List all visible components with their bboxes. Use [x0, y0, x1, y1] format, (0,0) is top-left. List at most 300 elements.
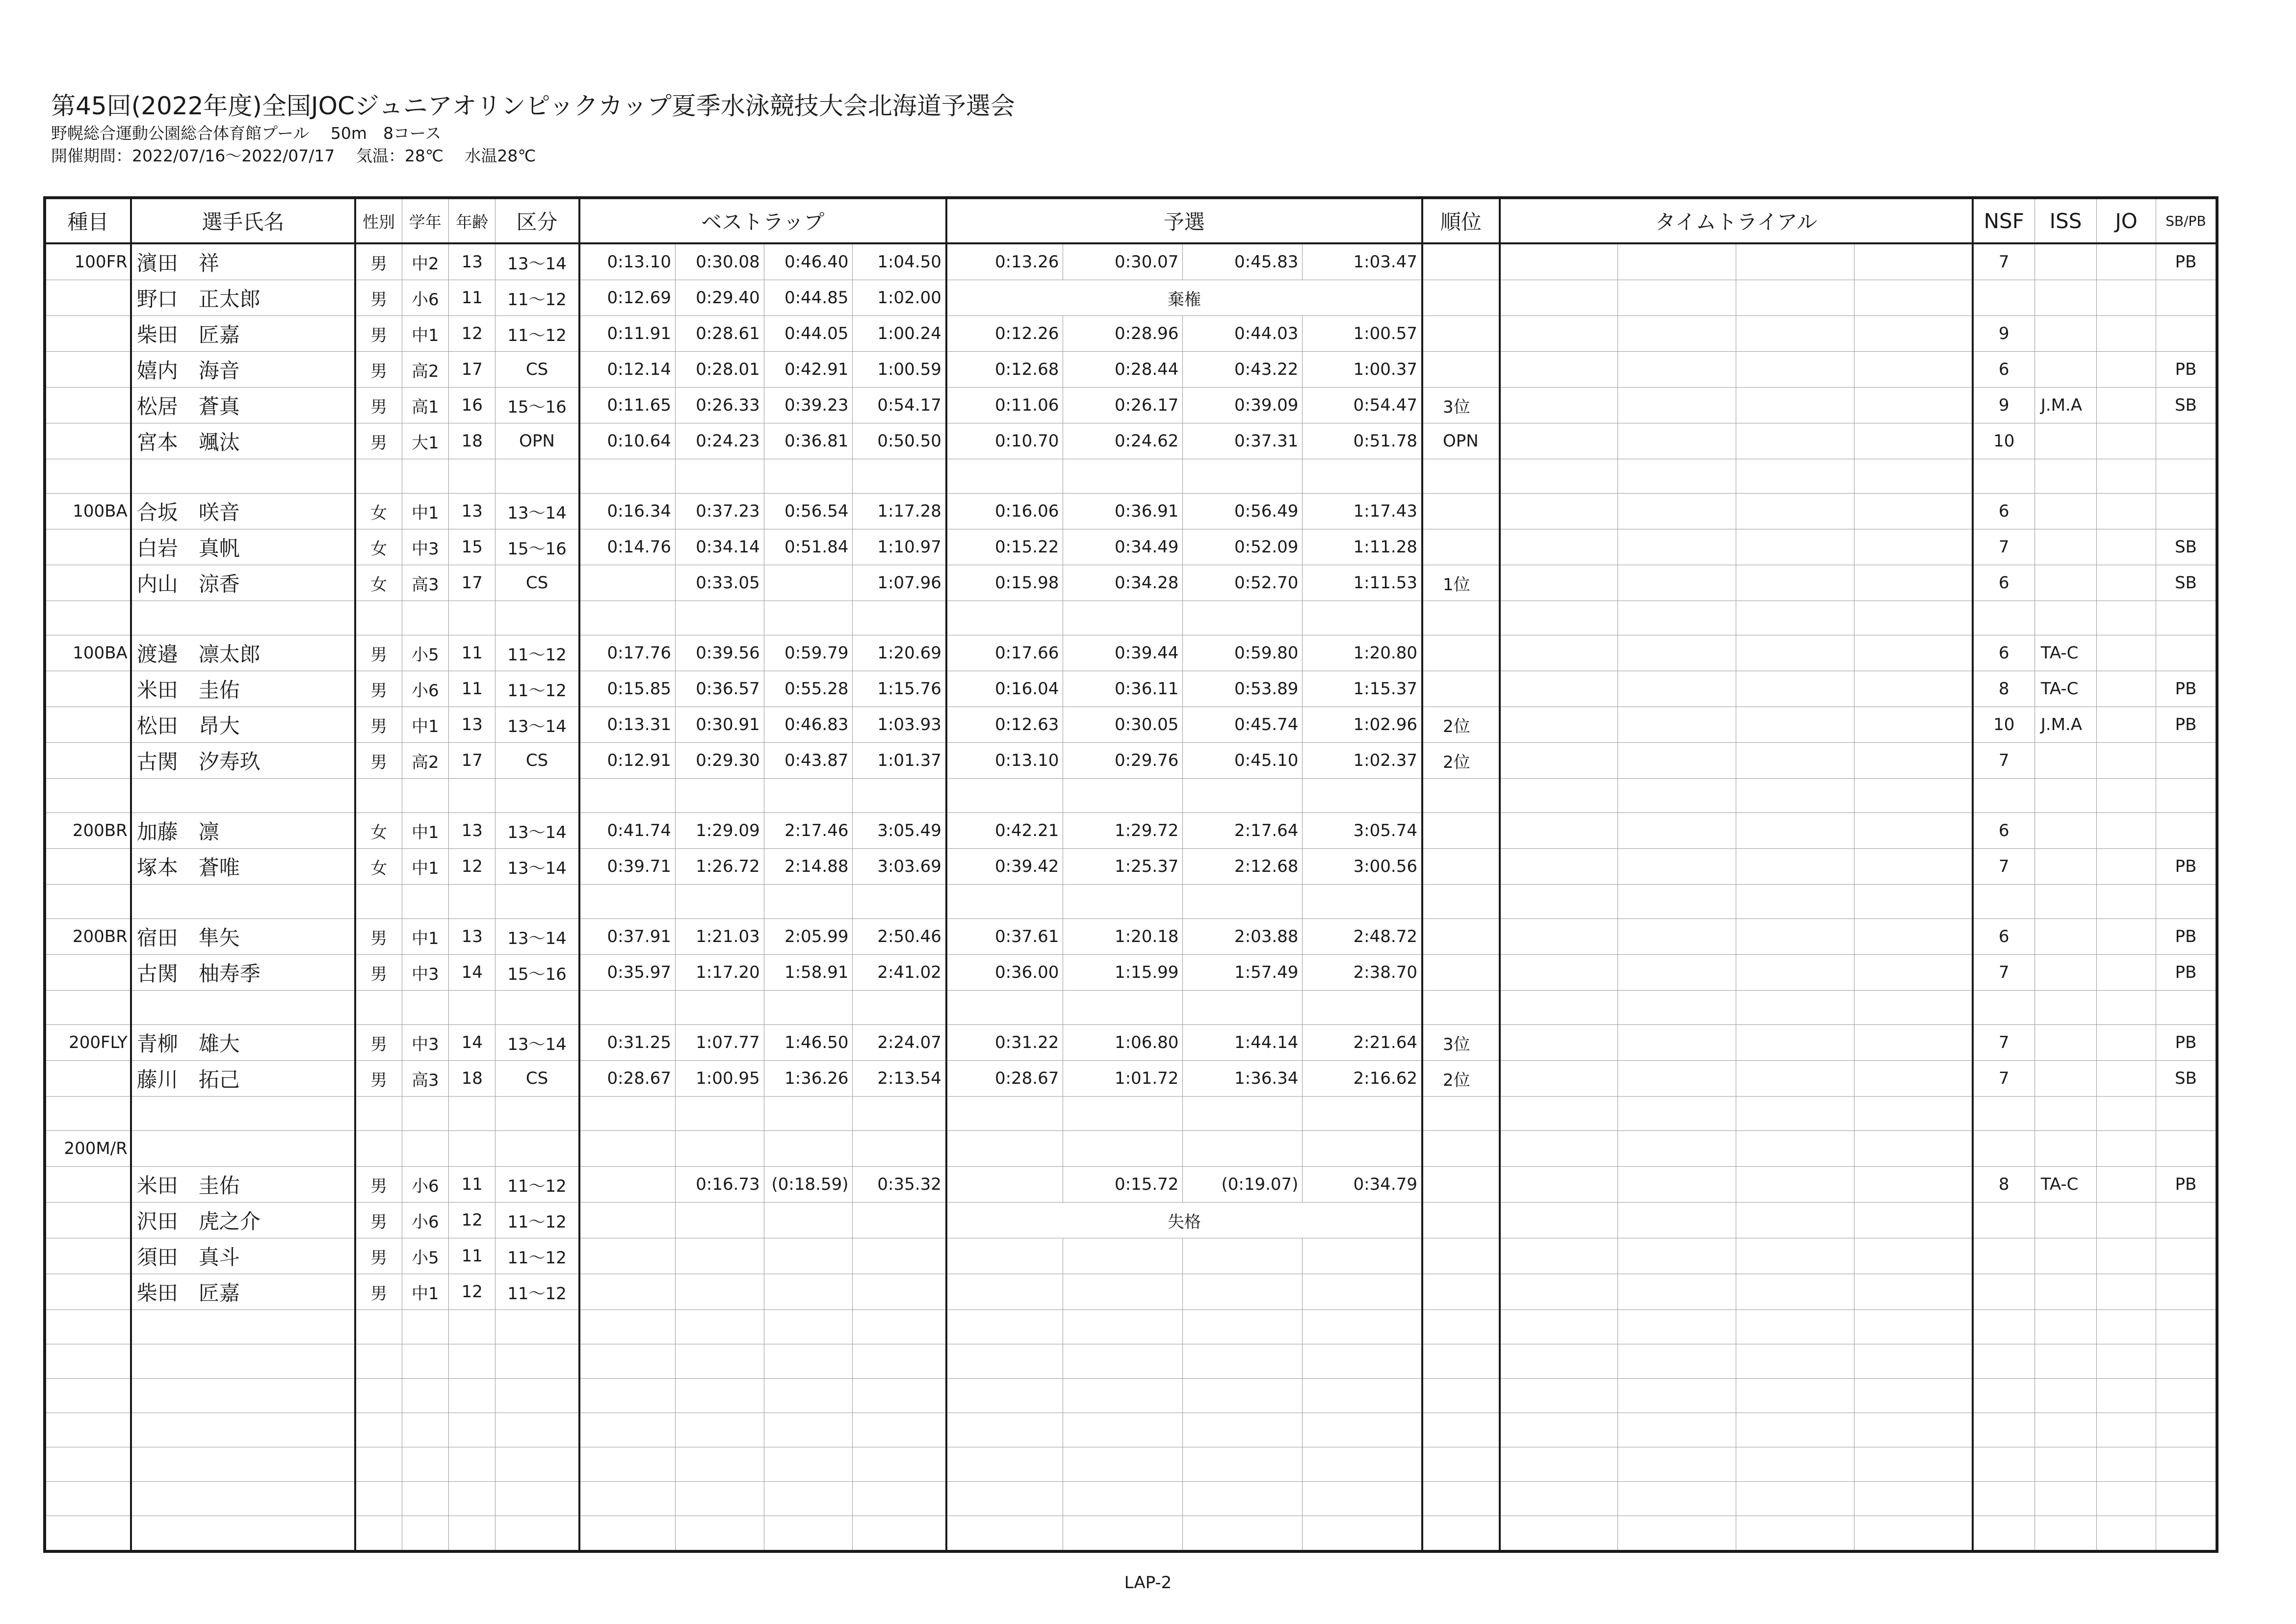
sex-cell	[355, 459, 402, 494]
jo-cell	[2097, 1379, 2156, 1413]
sb-pb-cell	[2156, 885, 2217, 919]
jo-cell	[2097, 1097, 2156, 1131]
swimmer-row	[45, 243, 2217, 280]
grade-cell	[402, 1097, 448, 1131]
prelim-split-cell: 0:16.04	[946, 671, 1063, 707]
grade-cell	[402, 601, 448, 635]
time-trial-cell	[1618, 1310, 1736, 1344]
place-cell	[1422, 529, 1500, 565]
event-label-row	[45, 1131, 2217, 1167]
time-trial-cell	[1618, 388, 1736, 423]
best-split-cell: 1:58.91	[764, 955, 853, 991]
best-split-cell: 1:17.20	[675, 955, 764, 991]
event-cell	[45, 1097, 131, 1131]
prelim-split-cell	[1303, 1447, 1422, 1482]
col-iss: ISS	[2035, 198, 2097, 243]
best-split-cell: 0:39.71	[579, 849, 676, 885]
iss-cell: TA-C	[2035, 1167, 2097, 1203]
time-trial-cell	[1618, 423, 1736, 459]
best-split-cell: 1:04.50	[853, 243, 946, 280]
best-split-cell	[853, 1310, 946, 1344]
time-trial-cell	[1500, 1516, 1618, 1552]
swimmer-row	[45, 1238, 2217, 1274]
grade-cell: 大1	[402, 423, 448, 459]
age-cell: 12	[449, 849, 496, 885]
place-cell	[1422, 352, 1500, 388]
best-split-cell	[853, 1379, 946, 1413]
division-cell: 15～16	[496, 529, 579, 565]
sex-cell: 男	[355, 243, 402, 280]
nsf-cell	[1973, 1203, 2035, 1238]
division-cell	[496, 1379, 579, 1413]
event-cell	[45, 459, 131, 494]
name-cell	[131, 1447, 355, 1482]
time-trial-cell	[1736, 779, 1854, 813]
grade-cell: 中2	[402, 243, 448, 280]
best-split-cell: 3:03.69	[853, 849, 946, 885]
division-cell: 11～12	[496, 1167, 579, 1203]
nsf-cell	[1973, 601, 2035, 635]
best-split-cell	[579, 601, 676, 635]
time-trial-cell	[1500, 1061, 1618, 1097]
sb-pb-cell	[2156, 280, 2217, 316]
prelim-split-cell: 3:05.74	[1303, 813, 1422, 849]
age-cell	[449, 779, 496, 813]
time-trial-cell	[1736, 1516, 1854, 1552]
name-cell	[131, 1482, 355, 1516]
prelim-split-cell	[946, 1131, 1063, 1167]
iss-cell	[2035, 1203, 2097, 1238]
prelim-split-cell: 0:15.98	[946, 565, 1063, 601]
age-cell: 13	[449, 919, 496, 955]
iss-cell	[2035, 1413, 2097, 1447]
prelim-split-cell: 2:12.68	[1183, 849, 1303, 885]
prelim-split-cell: 0:12.63	[946, 707, 1063, 743]
jo-cell	[2097, 919, 2156, 955]
grade-cell: 高3	[402, 1061, 448, 1097]
sb-pb-cell	[2156, 1238, 2217, 1274]
sex-cell: 男	[355, 707, 402, 743]
nsf-cell: 8	[1973, 1167, 2035, 1203]
best-split-cell: 0:46.83	[764, 707, 853, 743]
best-split-cell	[853, 1131, 946, 1167]
time-trial-cell	[1500, 280, 1618, 316]
col-name: 選手氏名	[131, 198, 355, 243]
time-trial-cell	[1736, 849, 1854, 885]
iss-cell	[2035, 494, 2097, 529]
jo-cell	[2097, 1203, 2156, 1238]
best-split-cell	[579, 1310, 676, 1344]
time-trial-cell	[1618, 1167, 1736, 1203]
time-trial-cell	[1854, 1167, 1973, 1203]
time-trial-cell	[1736, 529, 1854, 565]
age-cell: 13	[449, 813, 496, 849]
time-trial-cell	[1618, 1379, 1736, 1413]
best-split-cell	[764, 565, 853, 601]
prelim-split-cell	[946, 1310, 1063, 1344]
event-cell: 100BA	[45, 635, 131, 671]
prelim-split-cell	[946, 1516, 1063, 1552]
time-trial-cell	[1500, 529, 1618, 565]
best-split-cell: 0:30.08	[675, 243, 764, 280]
sex-cell	[355, 601, 402, 635]
event-cell: 200FLY	[45, 1025, 131, 1061]
prelim-split-cell: 1:36.34	[1183, 1061, 1303, 1097]
sb-pb-cell: PB	[2156, 919, 2217, 955]
event-cell	[45, 529, 131, 565]
swimmer-name: 米田 圭佑	[131, 1167, 355, 1203]
best-split-cell: 0:54.17	[853, 388, 946, 423]
prelim-split-cell: 1:15.99	[1063, 955, 1183, 991]
best-split-cell	[579, 459, 676, 494]
grade-cell: 中1	[402, 849, 448, 885]
sb-pb-cell	[2156, 1447, 2217, 1482]
sb-pb-cell	[2156, 601, 2217, 635]
best-split-cell	[579, 1203, 676, 1238]
nsf-cell	[1973, 1344, 2035, 1379]
best-split-cell	[579, 1097, 676, 1131]
age-cell	[449, 1097, 496, 1131]
place-cell	[1422, 813, 1500, 849]
best-split-cell	[764, 1482, 853, 1516]
best-split-cell	[579, 565, 676, 601]
best-split-cell	[764, 1516, 853, 1552]
place-cell	[1422, 1344, 1500, 1379]
jo-cell	[2097, 1238, 2156, 1274]
best-split-cell: 0:55.28	[764, 671, 853, 707]
best-split-cell	[675, 1310, 764, 1344]
sb-pb-cell	[2156, 1413, 2217, 1447]
prelim-split-cell	[1183, 885, 1303, 919]
place-cell	[1422, 1379, 1500, 1413]
nsf-cell: 9	[1973, 316, 2035, 352]
grade-cell: 小5	[402, 1238, 448, 1274]
age-cell	[449, 459, 496, 494]
age-cell: 16	[449, 388, 496, 423]
sex-cell: 男	[355, 280, 402, 316]
nsf-cell: 10	[1973, 707, 2035, 743]
age-cell	[449, 991, 496, 1025]
prelim-split-cell	[1063, 1274, 1183, 1310]
swimmer-name: 濱田 祥	[131, 243, 355, 280]
jo-cell	[2097, 1025, 2156, 1061]
nsf-cell: 7	[1973, 529, 2035, 565]
prelim-split-cell: 1:25.37	[1063, 849, 1183, 885]
jo-cell	[2097, 955, 2156, 991]
jo-cell	[2097, 1274, 2156, 1310]
prelim-split-cell: 0:12.26	[946, 316, 1063, 352]
prelim-split-cell	[946, 1379, 1063, 1413]
nsf-cell: 7	[1973, 743, 2035, 779]
time-trial-cell	[1500, 1131, 1618, 1167]
iss-cell	[2035, 1516, 2097, 1552]
prelim-split-cell	[1183, 991, 1303, 1025]
best-split-cell	[764, 459, 853, 494]
best-split-cell	[675, 1203, 764, 1238]
prelim-split-cell: 0:34.79	[1303, 1167, 1422, 1203]
age-cell: 18	[449, 1061, 496, 1097]
prelim-split-cell: 2:21.64	[1303, 1025, 1422, 1061]
event-cell	[45, 779, 131, 813]
time-trial-cell	[1854, 1025, 1973, 1061]
nsf-cell: 7	[1973, 849, 2035, 885]
age-cell: 12	[449, 1203, 496, 1238]
time-trial-cell	[1736, 1238, 1854, 1274]
prelim-split-cell	[1183, 1097, 1303, 1131]
time-trial-cell	[1618, 885, 1736, 919]
division-cell	[496, 1344, 579, 1379]
best-split-cell: 0:44.05	[764, 316, 853, 352]
best-split-cell	[675, 1379, 764, 1413]
name-cell	[131, 991, 355, 1025]
time-trial-cell	[1500, 388, 1618, 423]
jo-cell	[2097, 885, 2156, 919]
place-cell	[1422, 1482, 1500, 1516]
age-cell: 12	[449, 1274, 496, 1310]
best-split-cell: 0:16.34	[579, 494, 676, 529]
time-trial-cell	[1736, 459, 1854, 494]
event-cell	[45, 955, 131, 991]
age-cell: 11	[449, 635, 496, 671]
best-split-cell: 1:00.95	[675, 1061, 764, 1097]
iss-cell: J.M.A	[2035, 707, 2097, 743]
best-split-cell: 0:39.23	[764, 388, 853, 423]
time-trial-cell	[1500, 1025, 1618, 1061]
prelim-split-cell: 0:31.22	[946, 1025, 1063, 1061]
time-trial-cell	[1736, 1167, 1854, 1203]
prelim-split-cell	[1303, 885, 1422, 919]
best-split-cell	[853, 1344, 946, 1379]
sb-pb-cell	[2156, 1097, 2217, 1131]
prelim-split-cell	[1303, 1131, 1422, 1167]
prelim-split-cell: 0:52.09	[1183, 529, 1303, 565]
sex-cell	[355, 1516, 402, 1552]
time-trial-cell	[1618, 1413, 1736, 1447]
time-trial-cell	[1500, 779, 1618, 813]
grade-cell	[402, 779, 448, 813]
division-cell: OPN	[496, 423, 579, 459]
time-trial-cell	[1500, 635, 1618, 671]
time-trial-cell	[1500, 1413, 1618, 1447]
time-trial-cell	[1854, 243, 1973, 280]
best-split-cell: 0:39.56	[675, 635, 764, 671]
grade-cell: 中1	[402, 919, 448, 955]
results-body	[45, 243, 2217, 1551]
event-cell	[45, 991, 131, 1025]
prelim-split-cell	[946, 779, 1063, 813]
place-cell: 3位	[1422, 388, 1500, 423]
sb-pb-cell: PB	[2156, 352, 2217, 388]
time-trial-cell	[1500, 352, 1618, 388]
iss-cell	[2035, 1025, 2097, 1061]
grade-cell	[402, 1131, 448, 1167]
place-cell	[1422, 1310, 1500, 1344]
time-trial-cell	[1736, 955, 1854, 991]
nsf-cell: 6	[1973, 494, 2035, 529]
prelim-split-cell	[1303, 1516, 1422, 1552]
place-cell: OPN	[1422, 423, 1500, 459]
best-split-cell: 1:02.00	[853, 280, 946, 316]
place-cell	[1422, 991, 1500, 1025]
nsf-cell: 7	[1973, 1061, 2035, 1097]
best-split-cell	[853, 1238, 946, 1274]
time-trial-cell	[1736, 991, 1854, 1025]
prelim-split-cell: 0:13.26	[946, 243, 1063, 280]
prelim-split-cell: 0:45.83	[1183, 243, 1303, 280]
time-trial-cell	[1736, 1025, 1854, 1061]
age-cell: 11	[449, 1167, 496, 1203]
swimmer-name: 古関 柚寿季	[131, 955, 355, 991]
sb-pb-cell	[2156, 1274, 2217, 1310]
time-trial-cell	[1618, 352, 1736, 388]
swimmer-name: 宿田 隼矢	[131, 919, 355, 955]
prelim-split-cell	[1063, 1310, 1183, 1344]
prelim-split-cell	[946, 459, 1063, 494]
prelim-split-cell: 0:15.72	[1063, 1167, 1183, 1203]
place-cell	[1422, 1238, 1500, 1274]
sex-cell: 男	[355, 671, 402, 707]
division-cell: CS	[496, 352, 579, 388]
division-cell	[496, 1413, 579, 1447]
age-cell: 13	[449, 243, 496, 280]
prelim-split-cell	[946, 1482, 1063, 1516]
grade-cell: 中3	[402, 1025, 448, 1061]
best-split-cell	[853, 459, 946, 494]
jo-cell	[2097, 635, 2156, 671]
time-trial-cell	[1500, 991, 1618, 1025]
time-trial-cell	[1854, 459, 1973, 494]
time-trial-cell	[1618, 743, 1736, 779]
blank-row	[45, 885, 2217, 919]
place-cell	[1422, 955, 1500, 991]
best-split-cell: 0:29.30	[675, 743, 764, 779]
nsf-cell: 6	[1973, 565, 2035, 601]
prelim-split-cell	[1183, 1482, 1303, 1516]
place-cell	[1422, 1203, 1500, 1238]
best-split-cell: 0:28.67	[579, 1061, 676, 1097]
best-split-cell	[579, 1482, 676, 1516]
time-trial-cell	[1618, 459, 1736, 494]
sex-cell: 男	[355, 423, 402, 459]
best-split-cell	[579, 1447, 676, 1482]
division-cell: 11～12	[496, 1238, 579, 1274]
jo-cell	[2097, 813, 2156, 849]
nsf-cell: 7	[1973, 1025, 2035, 1061]
time-trial-cell	[1500, 1167, 1618, 1203]
time-trial-cell	[1500, 601, 1618, 635]
results-table	[43, 196, 2218, 1553]
time-trial-cell	[1854, 813, 1973, 849]
time-trial-cell	[1618, 671, 1736, 707]
best-split-cell: 0:37.91	[579, 919, 676, 955]
time-trial-cell	[1854, 1379, 1973, 1413]
best-split-cell	[675, 1344, 764, 1379]
age-cell: 17	[449, 352, 496, 388]
blank-row	[45, 1413, 2217, 1447]
swimmer-row	[45, 707, 2217, 743]
prelim-split-cell	[1063, 1413, 1183, 1447]
sex-cell: 男	[355, 743, 402, 779]
best-split-cell: 0:11.91	[579, 316, 676, 352]
division-cell	[496, 601, 579, 635]
swimmer-row	[45, 1274, 2217, 1310]
blank-row	[45, 991, 2217, 1025]
best-split-cell: 2:41.02	[853, 955, 946, 991]
prelim-split-cell	[946, 601, 1063, 635]
prelim-split-cell	[946, 991, 1063, 1025]
division-cell	[496, 1447, 579, 1482]
grade-cell	[402, 1310, 448, 1344]
best-split-cell: 0:36.81	[764, 423, 853, 459]
col-division: 区分	[496, 198, 579, 243]
event-cell: 200BR	[45, 919, 131, 955]
division-cell: 13～14	[496, 849, 579, 885]
place-cell	[1422, 1274, 1500, 1310]
best-split-cell: 0:51.84	[764, 529, 853, 565]
nsf-cell	[1973, 1379, 2035, 1413]
jo-cell	[2097, 316, 2156, 352]
time-trial-cell	[1854, 280, 1973, 316]
best-split-cell	[675, 1131, 764, 1167]
division-cell: 11～12	[496, 671, 579, 707]
division-cell	[496, 991, 579, 1025]
time-trial-cell	[1854, 1097, 1973, 1131]
time-trial-cell	[1500, 1344, 1618, 1379]
best-split-cell: 1:21.03	[675, 919, 764, 955]
event-cell	[45, 423, 131, 459]
age-cell: 13	[449, 707, 496, 743]
nsf-cell: 6	[1973, 635, 2035, 671]
name-cell	[131, 1344, 355, 1379]
grade-cell: 高3	[402, 565, 448, 601]
event-cell	[45, 1167, 131, 1203]
best-split-cell: 0:12.14	[579, 352, 676, 388]
age-cell	[449, 1379, 496, 1413]
best-split-cell	[853, 1516, 946, 1552]
iss-cell	[2035, 1344, 2097, 1379]
sb-pb-cell: SB	[2156, 565, 2217, 601]
swimmer-name: 藤川 拓己	[131, 1061, 355, 1097]
iss-cell	[2035, 885, 2097, 919]
prelim-split-cell	[1063, 1482, 1183, 1516]
prelim-split-cell	[1063, 1516, 1183, 1552]
nsf-cell	[1973, 1131, 2035, 1167]
iss-cell	[2035, 1447, 2097, 1482]
best-split-cell: 1:15.76	[853, 671, 946, 707]
division-cell	[496, 1482, 579, 1516]
time-trial-cell	[1854, 1310, 1973, 1344]
time-trial-cell	[1618, 779, 1736, 813]
event-cell	[45, 565, 131, 601]
sex-cell: 女	[355, 494, 402, 529]
time-trial-cell	[1618, 849, 1736, 885]
sb-pb-cell: PB	[2156, 955, 2217, 991]
division-cell	[496, 1131, 579, 1167]
division-cell: 13～14	[496, 813, 579, 849]
best-split-cell: 0:10.64	[579, 423, 676, 459]
place-cell	[1422, 671, 1500, 707]
prelim-split-cell: 0:34.28	[1063, 565, 1183, 601]
jo-cell	[2097, 243, 2156, 280]
time-trial-cell	[1854, 529, 1973, 565]
sex-cell: 男	[355, 1061, 402, 1097]
sb-pb-cell: PB	[2156, 849, 2217, 885]
col-place: 順位	[1422, 198, 1500, 243]
nsf-cell: 6	[1973, 352, 2035, 388]
jo-cell	[2097, 280, 2156, 316]
division-cell	[496, 1310, 579, 1344]
nsf-cell	[1973, 885, 2035, 919]
